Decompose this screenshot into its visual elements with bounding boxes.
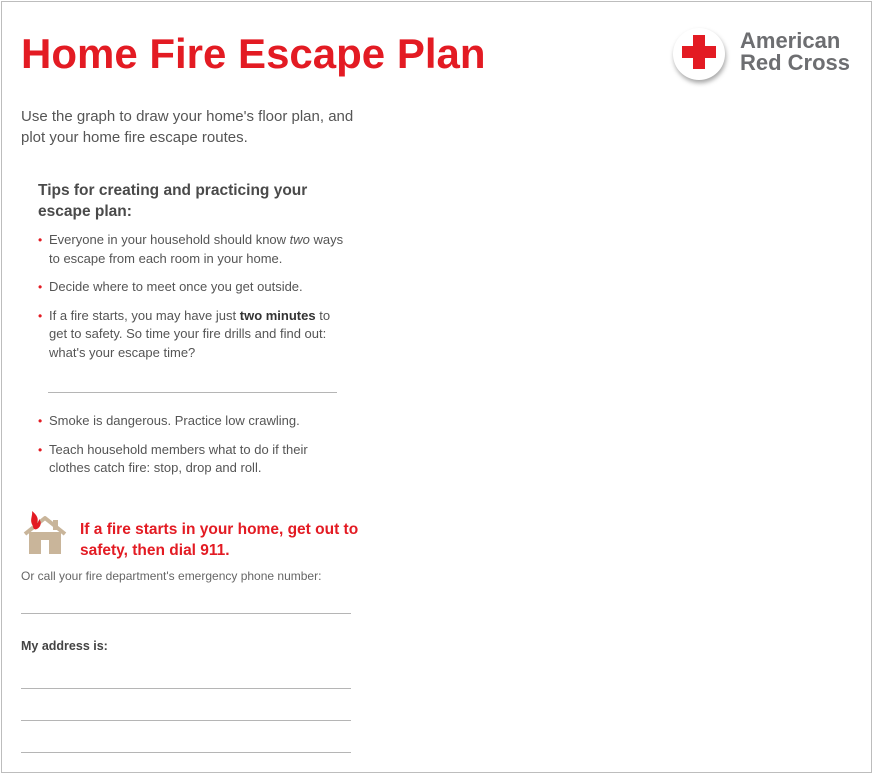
escape-time-line[interactable]	[48, 392, 337, 393]
emergency-number-field[interactable]	[21, 613, 351, 614]
tip-item	[38, 412, 348, 431]
tip-item	[38, 441, 348, 478]
bullet-icon: •	[38, 414, 43, 428]
logo-badge	[673, 28, 725, 80]
logo-line-1: American	[740, 28, 841, 53]
bullet-icon: •	[38, 308, 43, 323]
tip-text: Teach household members what to do if their clothes catch fire: stop, drop and roll.	[49, 441, 308, 475]
tip-item	[38, 231, 348, 268]
tip-text: Decide where to meet once you get outside.	[49, 279, 303, 294]
address-field-line-2[interactable]	[21, 720, 351, 721]
tip-text: If a fire starts, you may have just	[49, 307, 240, 323]
address-label: My address is:	[21, 639, 108, 653]
bullet-icon: •	[38, 280, 43, 294]
page-title: Home Fire Escape Plan	[21, 30, 486, 77]
tip-text-after: to get to safety. So time your fire drills and find out: what's your escape time?	[49, 307, 331, 360]
safety-alert: If a fire starts in your home, get out to safety, then dial 911.	[80, 521, 359, 559]
tip-text: Smoke is dangerous. Practice low crawling.	[49, 413, 300, 428]
house-fire-icon	[21, 510, 69, 556]
address-field-line-3[interactable]	[21, 752, 351, 753]
tip-item	[38, 307, 348, 363]
tips-list	[38, 231, 348, 478]
tip-emphasis: two minutes	[239, 307, 316, 323]
bullet-icon: •	[38, 233, 43, 247]
logo-wordmark	[740, 30, 850, 74]
emergency-number-label: Or call your fire department's emergency phone number:	[21, 569, 322, 583]
tips-heading: Tips for creating and practicing your escape plan:	[38, 182, 308, 220]
american-red-cross-logo	[673, 28, 858, 84]
logo-line-2: Red Cross	[740, 50, 851, 75]
tip-text-after: ways to escape from each room in your home.	[49, 232, 344, 266]
tip-emphasis: two	[289, 232, 310, 247]
address-field-line-1[interactable]	[21, 688, 351, 689]
tip-item	[38, 278, 348, 297]
tip-text: Everyone in your household should know	[49, 232, 290, 247]
floor-plan-graph-area[interactable]	[368, 100, 863, 760]
red-cross-icon	[679, 32, 719, 72]
bullet-icon: •	[38, 442, 43, 457]
intro-text: Use the graph to draw your home's floor plan, and plot your home fire escape routes.	[21, 108, 354, 146]
